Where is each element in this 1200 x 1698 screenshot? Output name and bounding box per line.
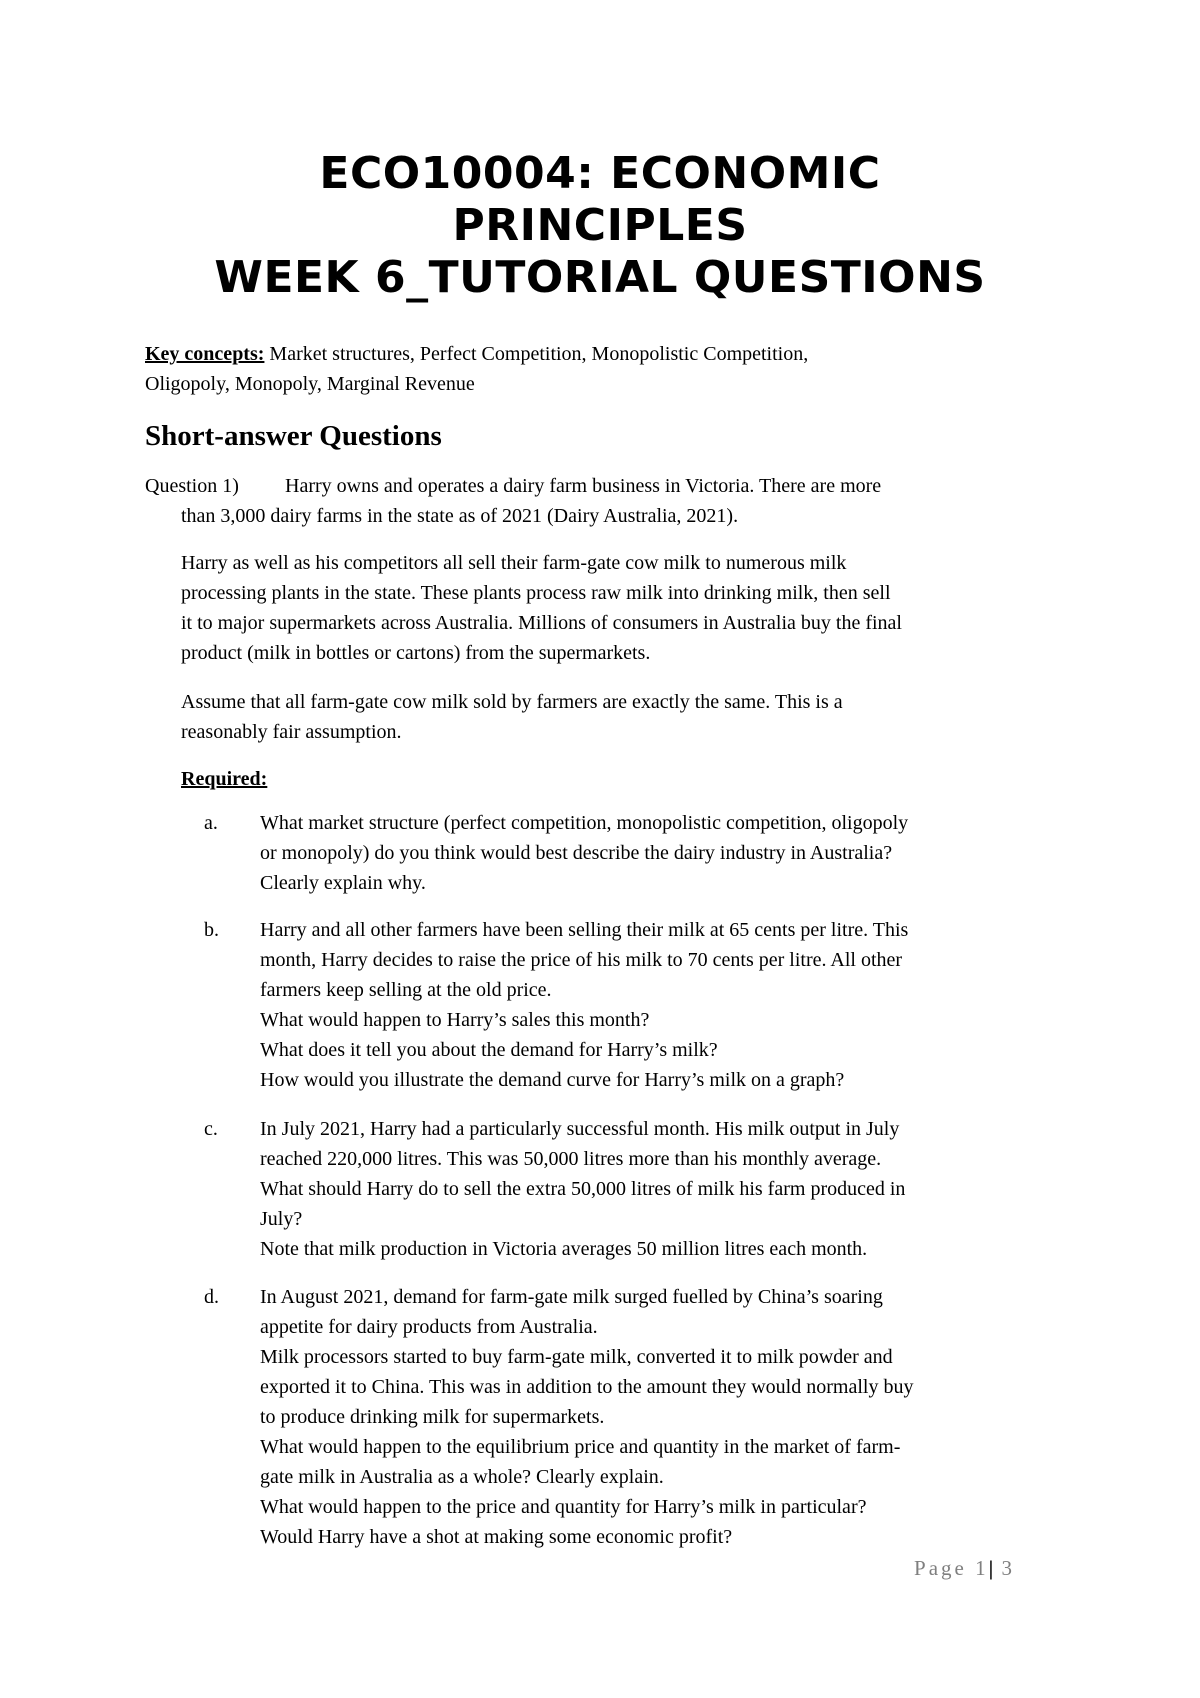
title-line-1: ECO10004: ECONOMIC (319, 148, 881, 199)
key-concepts-label: Key concepts: (145, 343, 265, 365)
item-letter: a. (204, 812, 218, 834)
item-line: What should Harry do to sell the extra 50,000 litres of milk his farm produced in (260, 1178, 906, 1200)
item-line: What would happen to the price and quantity for Harry’s milk in particular? (260, 1496, 867, 1518)
item-line: reached 220,000 litres. This was 50,000 litres more than his monthly average. (260, 1148, 882, 1170)
item-line: to produce drinking milk for supermarkets. (260, 1406, 605, 1428)
paragraph-line: it to major supermarkets across Australia. Millions of consumers in Australia buy the final (181, 612, 902, 634)
required-label: Required: (181, 768, 268, 790)
item-line: In August 2021, demand for farm-gate milk surged fuelled by China’s soaring (260, 1286, 883, 1308)
page-separator: | (988, 1556, 994, 1580)
item-line: Harry and all other farmers have been selling their milk at 65 cents per litre. This (260, 919, 909, 941)
question-intro-line-1: Harry owns and operates a dairy farm business in Victoria. There are more (285, 475, 882, 497)
item-line: Would Harry have a shot at making some economic profit? (260, 1526, 733, 1548)
paragraph-processing (181, 548, 1071, 668)
question-1-intro (145, 471, 1065, 531)
item-line: Note that milk production in Victoria averages 50 million litres each month. (260, 1238, 868, 1260)
item-line: month, Harry decides to raise the price of his milk to 70 cents per litre. All other (260, 949, 903, 971)
required-item-d (181, 1282, 1071, 1552)
key-concepts-line-2: Oligopoly, Monopoly, Marginal Revenue (145, 373, 475, 395)
item-line: What would happen to the equilibrium price and quantity in the market of farm- (260, 1436, 901, 1458)
item-line: exported it to China. This was in addition to the amount they would normally buy (260, 1376, 914, 1398)
section-heading: Short-answer Questions (145, 420, 442, 452)
item-line: July? (260, 1208, 303, 1230)
paragraph-line: processing plants in the state. These plants process raw milk into drinking milk, then sell (181, 582, 891, 604)
required-item-a (181, 808, 1071, 898)
paragraph-assumption (181, 687, 1071, 747)
item-line: Milk processors started to buy farm-gate milk, converted it to milk powder and (260, 1346, 893, 1368)
item-line: Clearly explain why. (260, 872, 426, 894)
item-letter: c. (204, 1118, 218, 1140)
item-line: What does it tell you about the demand for Harry’s milk? (260, 1039, 718, 1061)
item-line: What would happen to Harry’s sales this month? (260, 1009, 650, 1031)
page-word: Page (914, 1556, 967, 1580)
page-footer (914, 1556, 1015, 1581)
item-line: or monopoly) do you think would best describe the dairy industry in Australia? (260, 842, 893, 864)
item-line: farmers keep selling at the old price. (260, 979, 552, 1001)
required-item-b (181, 915, 1071, 1095)
item-letter: b. (204, 919, 219, 941)
title-line-2: PRINCIPLES (452, 200, 748, 251)
key-concepts (145, 339, 1065, 399)
required-item-c (181, 1114, 1071, 1264)
item-line: In July 2021, Harry had a particularly successful month. His milk output in July (260, 1118, 900, 1140)
paragraph-line: Harry as well as his competitors all sell their farm-gate cow milk to numerous milk (181, 552, 847, 574)
item-letter: d. (204, 1286, 219, 1308)
paragraph-line: Assume that all farm-gate cow milk sold by farmers are exactly the same. This is a (181, 691, 843, 713)
question-intro-line-2: than 3,000 dairy farms in the state as of 2021 (Dairy Australia, 2021). (181, 505, 739, 527)
paragraph-line: product (milk in bottles or cartons) from the supermarkets. (181, 642, 651, 664)
key-concepts-line-1: Market structures, Perfect Competition, Monopolistic Competition, (264, 343, 809, 365)
item-line: appetite for dairy products from Australia. (260, 1316, 598, 1338)
paragraph-line: reasonably fair assumption. (181, 721, 402, 743)
page-number: 1 (975, 1556, 989, 1580)
item-line: gate milk in Australia as a whole? Clearly explain. (260, 1466, 664, 1488)
item-line: What market structure (perfect competition, monopolistic competition, oligopoly (260, 812, 909, 834)
page-total: 3 (1001, 1556, 1015, 1580)
page-title (100, 148, 1100, 304)
question-number: Question 1) (145, 475, 239, 497)
item-line: How would you illustrate the demand curve for Harry’s milk on a graph? (260, 1069, 845, 1091)
title-line-3: WEEK 6_TUTORIAL QUESTIONS (214, 252, 986, 303)
